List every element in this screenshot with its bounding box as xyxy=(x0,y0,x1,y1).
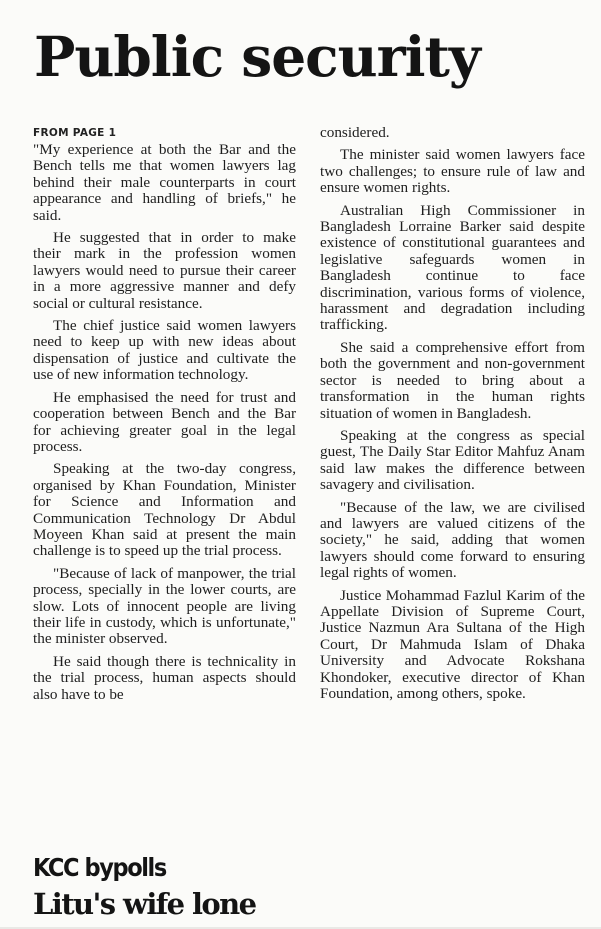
article-paragraph: considered. xyxy=(320,124,390,141)
continued-from-label: FROM PAGE 1 xyxy=(33,127,117,139)
article-column-left xyxy=(33,125,296,709)
article-paragraph: Australian High Commissioner in Bangladesh Lorraine Barker said despite existence of constitutional guarantees and legislative safeguards women in Bangladesh continue to face discrimination, various forms of violence, harassment and degradation including trafficking. xyxy=(320,201,585,334)
article-paragraph: He said though there is technicality in the trial process, human aspects should also have to be xyxy=(33,652,296,703)
article-paragraph: "Because of lack of manpower, the trial process, specially in the lower courts, are slow. Lots of innocent people are living their life in custody, which is unfortunate," the minister observed. xyxy=(33,564,296,648)
article-paragraph: He suggested that in order to make their mark in the profession women lawyers would need to pursue their career in a more aggressive manner and defy social or cultural resistance. xyxy=(33,229,296,312)
next-story-kicker: KCC bypolls xyxy=(33,853,166,882)
next-story-headline: Litu's wife lone xyxy=(33,887,256,921)
article-column-right xyxy=(320,125,585,708)
article-paragraph: The minister said women lawyers face two challenges; to ensure rule of law and ensure women rights. xyxy=(320,146,585,197)
article-paragraph: Speaking at the congress as special guest, The Daily Star Editor Mahfuz Anam said law makes the difference between savagery and civilisation. xyxy=(320,426,585,494)
article-paragraph: Speaking at the two-day congress, organised by Khan Foundation, Minister for Science and Information and Communication Technology Dr Abdul Moyeen Khan said at present the main challenge is to speed up the trial process. xyxy=(33,460,296,560)
article-paragraph: "Because of the law, we are civilised and lawyers are valued citizens of the society," he said, adding that women lawyers should come forward to ensuring legal rights of women. xyxy=(320,498,585,582)
article-headline: Public security xyxy=(34,24,480,89)
article-paragraph: Justice Mohammad Fazlul Karim of the Appellate Division of Supreme Court, Justice Nazmun Ara Sultana of the High Court, Dr Mahmuda Islam of Dhaka University and Advocate Rokshana Khondoker, executive director of Khan Foundation, among others, spoke. xyxy=(320,586,585,702)
article-paragraph: The chief justice said women lawyers need to keep up with new ideas about dispensation of justice and cultivate the use of new information technology. xyxy=(33,317,296,384)
article-paragraph: He emphasised the need for trust and cooperation between Bench and the Bar for achieving greater goal in the legal process. xyxy=(33,388,296,455)
article-paragraph: She said a comprehensive effort from both the government and non-government sector is needed to bring about a transformation in the human rights situation of women in Bangladesh. xyxy=(320,338,585,422)
article-paragraph: "My experience at both the Bar and the Bench tells me that women lawyers lag behind their male counterparts in court appearance and handling of briefs," he said. xyxy=(33,141,296,224)
